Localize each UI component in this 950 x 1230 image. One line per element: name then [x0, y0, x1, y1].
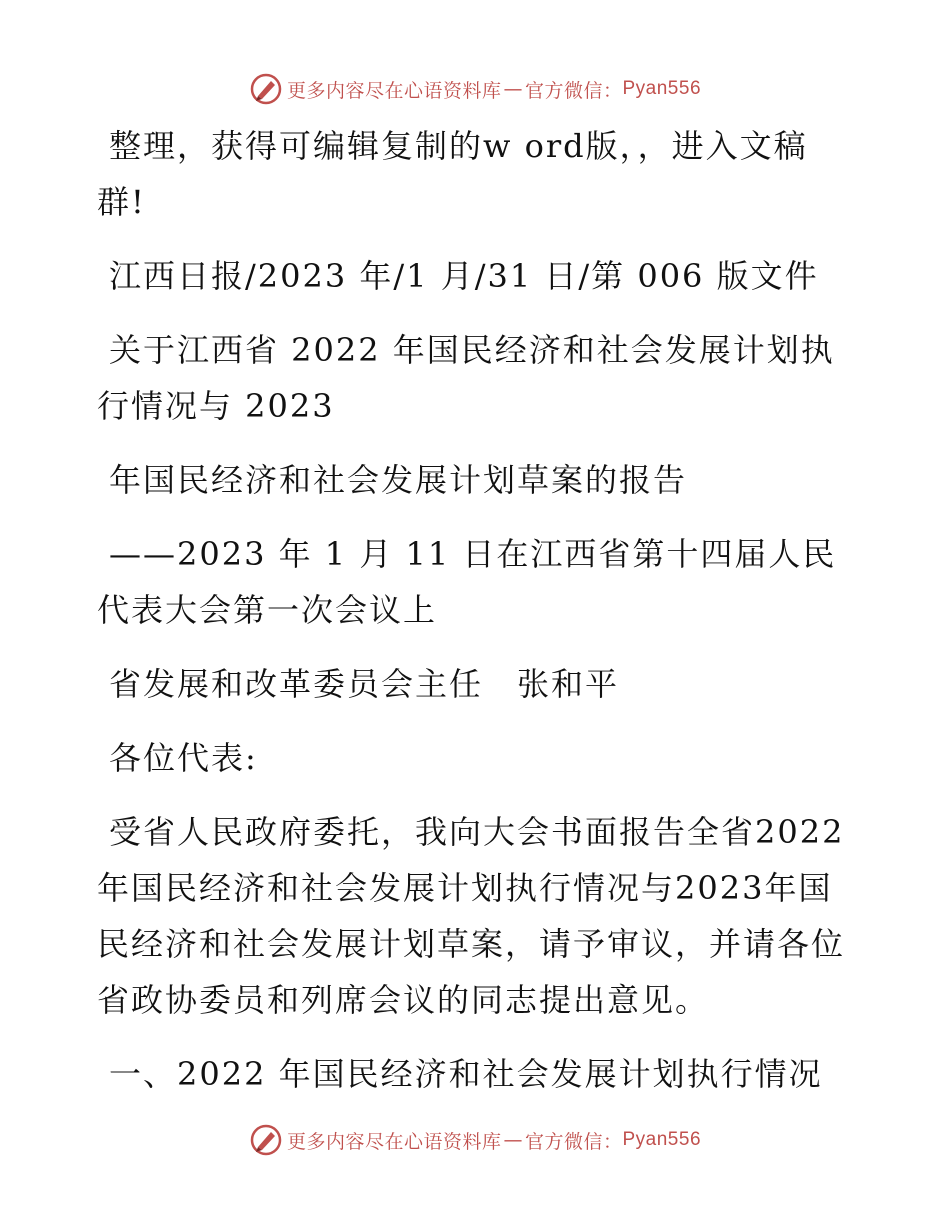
watermark-separator: —	[503, 1129, 523, 1151]
doc-paragraph-line-1: 受省人民政府委托，我向大会书面报告全省2022	[109, 813, 845, 851]
footer-watermark	[0, 1123, 950, 1157]
doc-title-line-2: 行情况与 2023	[97, 387, 335, 425]
watermark-site-text: 更多内容尽在心语资料库	[286, 1130, 502, 1153]
doc-section-heading: 一、2022 年国民经济和社会发展计划执行情况	[109, 1055, 823, 1093]
doc-title-line-1: 关于江西省 2022 年国民经济和社会发展计划执	[109, 331, 835, 369]
doc-subtitle-line-1: ——2023 年 1 月 11 日在江西省第十四届人民	[109, 535, 837, 573]
header-watermark	[0, 72, 950, 106]
watermark-wechat-id: Pyan556	[622, 1129, 702, 1150]
pen-logo-icon	[249, 72, 283, 106]
watermark-wechat-label: 官方微信：	[524, 1130, 623, 1153]
doc-paragraph-line-4: 省政协委员和列席会议的同志提出意见。	[97, 981, 710, 1019]
watermark-separator: —	[503, 78, 523, 100]
watermark-wechat-id: Pyan556	[622, 78, 702, 99]
doc-line-source: 江西日报/2023 年/1 月/31 日/第 006 版文件	[109, 257, 819, 295]
doc-subtitle-line-2: 代表大会第一次会议上	[97, 591, 438, 629]
watermark-site-text: 更多内容尽在心语资料库	[286, 79, 502, 102]
watermark-wechat-label: 官方微信：	[524, 79, 623, 102]
doc-line-intro-cont: 群!	[97, 183, 146, 221]
pen-logo-icon	[249, 1123, 283, 1157]
doc-line-intro: 整理，获得可编辑复制的w ord版，，进入文稿	[109, 127, 808, 165]
doc-salutation: 各位代表:	[109, 739, 258, 777]
doc-title-line-3: 年国民经济和社会发展计划草案的报告	[109, 461, 688, 499]
doc-paragraph-line-3: 民经济和社会发展计划草案，请予审议，并请各位	[97, 925, 846, 963]
document-body	[97, 118, 857, 1102]
doc-author: 省发展和改革委员会主任 张和平	[109, 665, 620, 703]
doc-paragraph-line-2: 年国民经济和社会发展计划执行情况与2023年国	[97, 869, 833, 907]
